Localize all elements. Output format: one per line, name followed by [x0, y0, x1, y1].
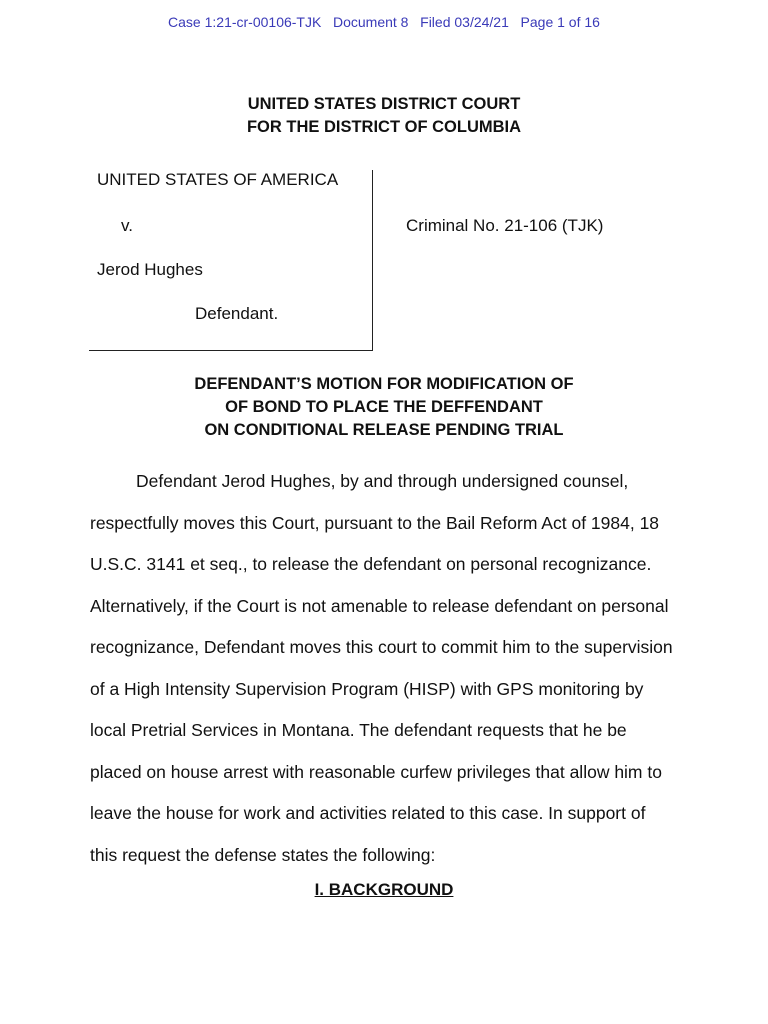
motion-title [0, 373, 768, 442]
motion-body-paragraph [90, 461, 690, 876]
body-text-line: U.S.C. 3141 et seq., to release the defendant on personal recognizance. [90, 554, 652, 574]
body-text-line: recognizance, Defendant moves this court to commit him to the supervision [90, 637, 673, 657]
court-heading [0, 93, 768, 139]
caption-plaintiff: UNITED STATES OF AMERICA [97, 170, 339, 189]
body-text-line: Alternatively, if the Court is not amenable to release defendant on personal [90, 595, 669, 616]
body-text-line: local Pretrial Services in Montana. The defendant requests that he be [90, 720, 627, 740]
caption-defendant-label: Defendant. [195, 304, 279, 323]
body-text-line: this request the defense states the following: [90, 844, 436, 865]
body-text-line: of a High Intensity Supervision Program (HISP) with GPS monitoring by [90, 678, 644, 699]
caption-defendant-name: Jerod Hughes [97, 260, 203, 279]
body-text-line: respectfully moves this Court, pursuant to the Bail Reform Act of 1984, 18 [90, 512, 660, 533]
case-caption-box [89, 170, 373, 351]
court-district: FOR THE DISTRICT OF COLUMBIA [246, 118, 522, 136]
body-text-line: Defendant Jerod Hughes, by and through undersigned counsel, [136, 471, 629, 491]
court-name: UNITED STATES DISTRICT COURT [247, 95, 521, 113]
body-text-line: leave the house for work and activities related to this case. In support of [90, 803, 646, 823]
body-text-line: placed on house arrest with reasonable curfew privileges that allow him to [90, 761, 662, 782]
motion-title-line: OF BOND TO PLACE THE DEFFENDANT [225, 398, 543, 416]
case-number: Criminal No. 21-106 (TJK) [406, 216, 604, 235]
section-heading-background: I. BACKGROUND [314, 880, 454, 899]
caption-versus: v. [121, 216, 133, 235]
motion-title-line: DEFENDANT’S MOTION FOR MODIFICATION OF [194, 375, 574, 393]
motion-title-line: ON CONDITIONAL RELEASE PENDING TRIAL [204, 421, 564, 439]
ecf-filing-header: Case 1:21-cr-00106-TJK Document 8 Filed 03/24/21 Page 1 of 16 [168, 14, 600, 30]
